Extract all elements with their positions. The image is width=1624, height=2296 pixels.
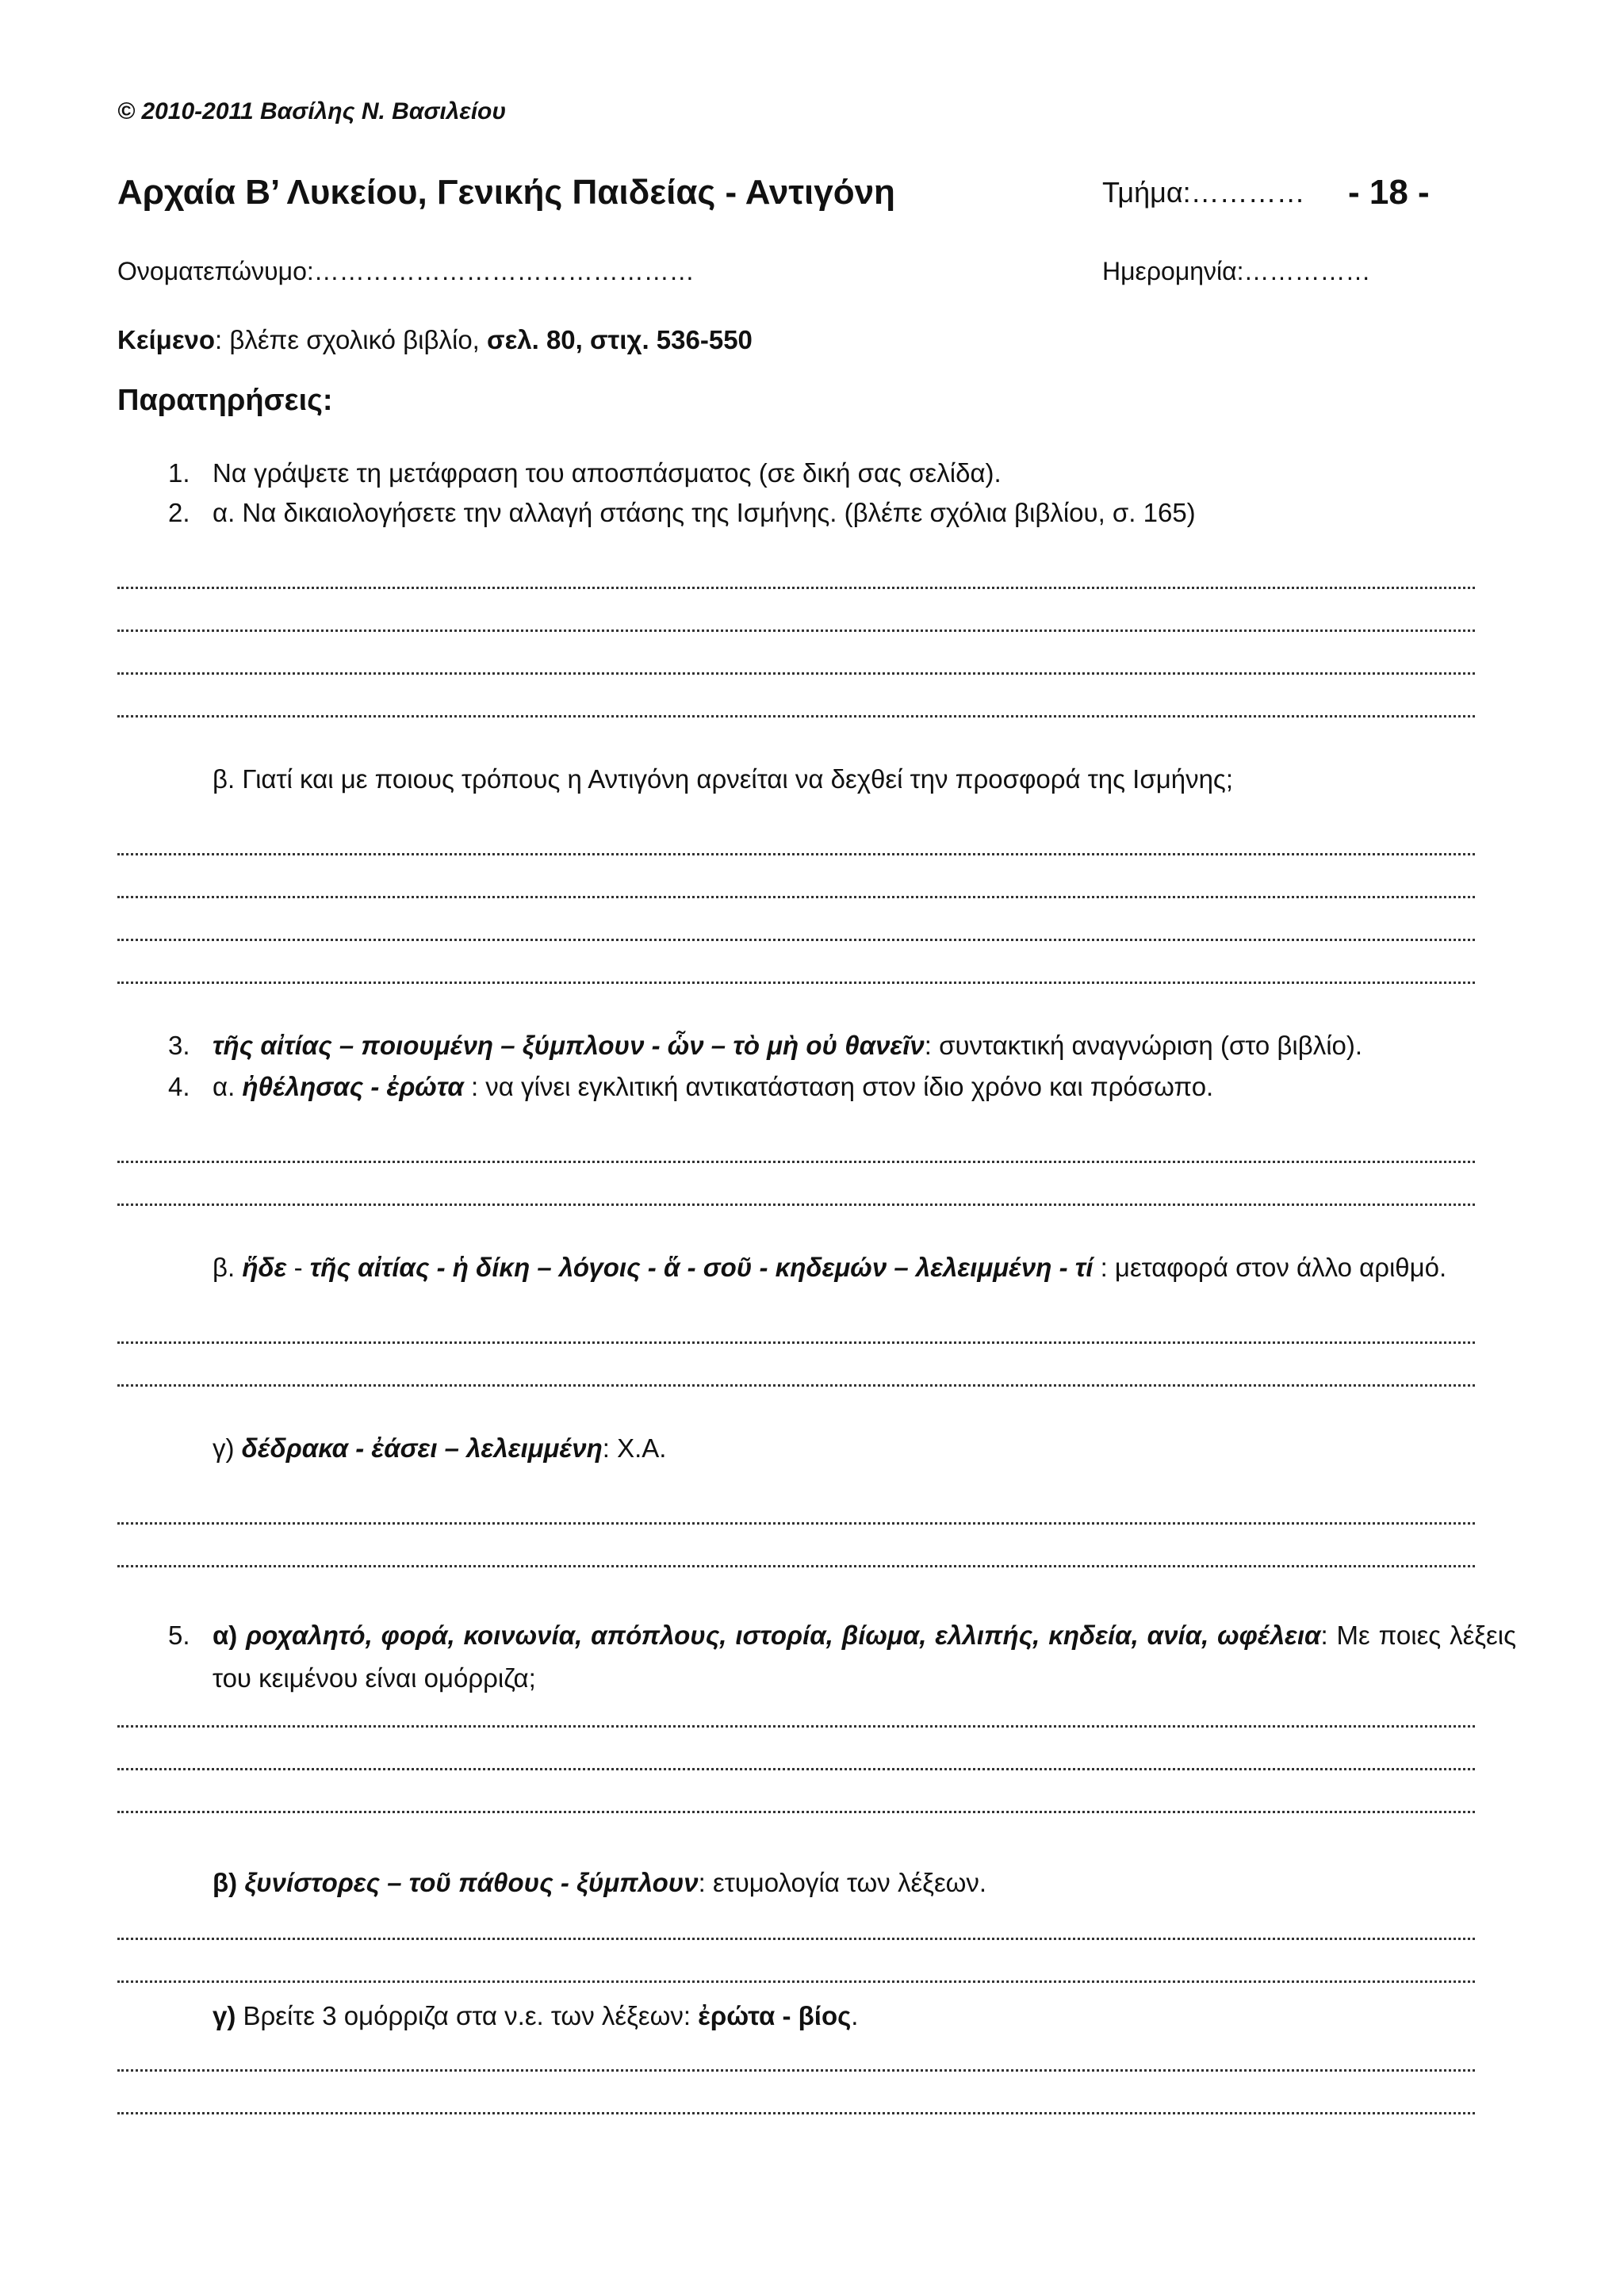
copyright-notice: © 2010-2011 Βασίλης Ν. Βασιλείου: [117, 98, 507, 124]
text-reference-pages: σελ. 80, στιχ. 536-550: [487, 325, 753, 354]
question-keywords: δέδρακα - ἐάσει – λελειμμένη: [241, 1433, 603, 1463]
question-end: .: [851, 2001, 859, 2030]
date-field: Ημερομηνία:……………: [1102, 257, 1371, 285]
question-keywords: ἠθέλησας - ἐρώτα: [242, 1072, 464, 1101]
question-text: Βρείτε 3 ομόρριζα στα ν.ε. των λέξεων:: [243, 2001, 699, 2030]
answer-line[interactable]: [117, 1341, 1475, 1344]
text-reference: [117, 325, 753, 355]
question-4c: [213, 1433, 666, 1464]
answer-line[interactable]: [117, 715, 1475, 718]
answer-line[interactable]: [117, 2069, 1475, 2072]
question-text: : ετυμολογία των λέξεων.: [698, 1868, 987, 1897]
question-keywords: τῆς αἰτίας - ἡ δίκη – λόγοις - ἅ - σοῦ - κηδεμών – λελειμμένη - τί: [309, 1253, 1094, 1282]
question-text: : συντακτική αναγνώριση (στο βιβλίο).: [924, 1031, 1363, 1060]
answer-line[interactable]: [117, 629, 1475, 632]
answer-line[interactable]: [117, 1811, 1475, 1813]
question-prefix: β.: [213, 1253, 243, 1282]
question-2a: [168, 498, 1196, 528]
question-keywords: τῆς αἰτίας – ποιουμένη – ξύμπλουν - ὧν – τὸ μὴ οὐ θανεῖν: [213, 1031, 925, 1060]
question-prefix: α): [213, 1621, 247, 1650]
answer-line[interactable]: [117, 672, 1475, 675]
question-text: Να γράψετε τη μετάφραση του αποσπάσματος (σε δική σας σελίδα).: [213, 458, 1002, 488]
text-reference-label: Κείμενο: [117, 325, 216, 354]
question-prefix: γ): [213, 2001, 243, 2030]
question-5a: [168, 1614, 1516, 1700]
page-number: - 18 -: [1348, 173, 1430, 212]
answer-line[interactable]: [117, 1768, 1475, 1770]
question-4b: [213, 1253, 1446, 1283]
question-number: 1.: [168, 458, 190, 488]
question-2b: β. Γιατί και με ποιους τρόπους η Αντιγόνη αρνείται να δεχθεί την προσφορά της Ισμήνης;: [213, 764, 1233, 794]
question-keywords: ροχαλητό, φορά, κοινωνία, απόπλους, ιστορία, βίωμα, ελλιπής, κηδεία, ανία, ωφέλεια: [246, 1621, 1321, 1650]
answer-line[interactable]: [117, 1203, 1475, 1206]
answer-line[interactable]: [117, 896, 1475, 898]
answer-line[interactable]: [117, 1384, 1475, 1387]
question-keywords: ἐρώτα - βίος: [698, 2001, 852, 2030]
question-3: [168, 1031, 1362, 1061]
question-prefix: γ): [213, 1433, 242, 1463]
question-keyword: ἥδε: [242, 1253, 287, 1282]
question-text: : Με ποιες λέξεις του κειμένου είναι ομόρριζα;: [213, 1621, 1516, 1693]
student-name-field: Ονοματεπώνυμο:………………………………………: [117, 257, 695, 285]
question-prefix: β): [213, 1868, 245, 1897]
question-5c: [213, 2001, 858, 2031]
remarks-heading: Παρατηρήσεις:: [117, 384, 333, 417]
answer-line[interactable]: [117, 1161, 1475, 1163]
question-separator: -: [286, 1253, 310, 1282]
question-4a: [168, 1072, 1213, 1102]
answer-line[interactable]: [117, 587, 1475, 589]
answer-line[interactable]: [117, 2112, 1475, 2114]
question-number: 4.: [168, 1072, 190, 1101]
question-text: : Χ.Α.: [602, 1433, 667, 1463]
answer-line[interactable]: [117, 982, 1475, 984]
question-text: : μεταφορά στον άλλο αριθμό.: [1093, 1253, 1447, 1282]
text-reference-middle: : βλέπε σχολικό βιβλίο,: [215, 325, 488, 354]
question-text: α. Να δικαιολογήσετε την αλλαγή στάσης της Ισμήνης. (βλέπε σχόλια βιβλίου, σ. 165): [213, 498, 1196, 527]
class-field-label: Τμήμα:…………: [1102, 176, 1305, 209]
worksheet-title: Αρχαία Β’ Λυκείου, Γενικής Παιδείας - Αντιγόνη: [117, 173, 895, 212]
question-prefix: α.: [213, 1072, 243, 1101]
question-number: 5.: [168, 1621, 190, 1650]
answer-line[interactable]: [117, 853, 1475, 855]
answer-line[interactable]: [117, 1725, 1475, 1728]
question-number: 2.: [168, 498, 190, 527]
answer-line[interactable]: [117, 939, 1475, 941]
question-5b: [213, 1868, 986, 1898]
question-number: 3.: [168, 1031, 190, 1060]
answer-line[interactable]: [117, 1938, 1475, 1940]
question-1: [168, 458, 1002, 488]
answer-line[interactable]: [117, 1980, 1475, 1983]
question-text: : να γίνει εγκλιτική αντικατάσταση στον ίδιο χρόνο και πρόσωπο.: [463, 1072, 1214, 1101]
answer-line[interactable]: [117, 1522, 1475, 1525]
question-keywords: ξυνίστορες – τοῦ πάθους - ξύμπλουν: [244, 1868, 699, 1897]
answer-line[interactable]: [117, 1565, 1475, 1567]
